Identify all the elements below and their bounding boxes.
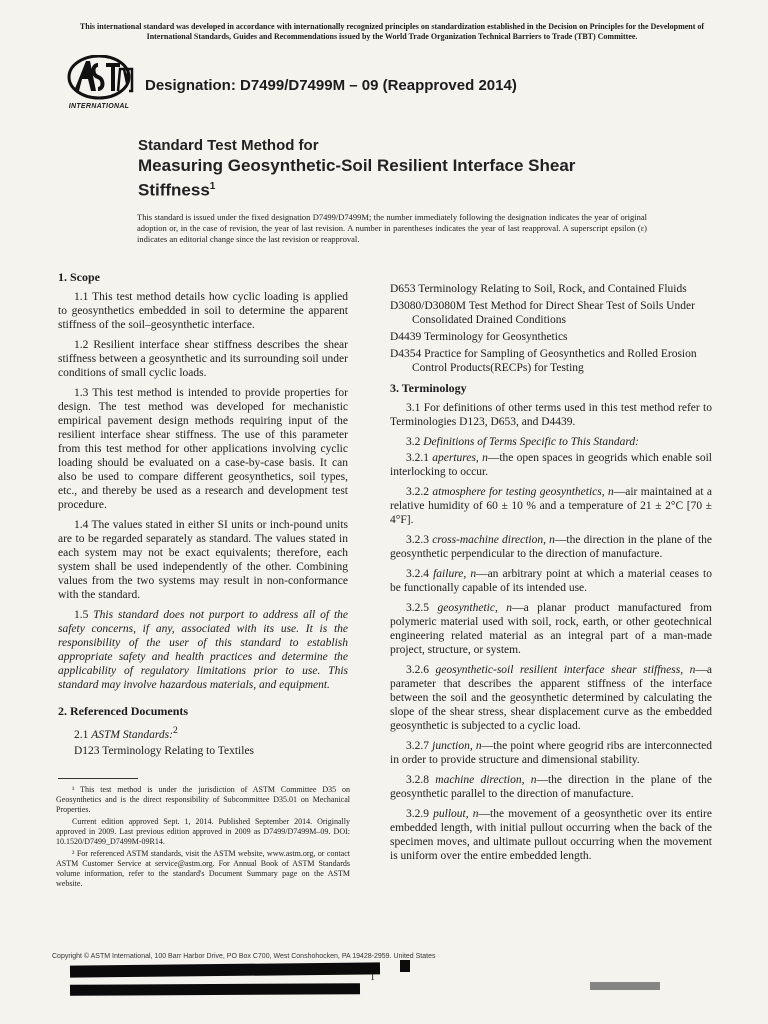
section-heading-scope: 1. Scope xyxy=(58,270,100,284)
definition-term: machine direction, n xyxy=(435,774,537,786)
definition-text: —a parameter that describes the apparent stiffness of the interface between the soil and the geosynthetic determined by calculating the slope of the shear stress, shear displacement curve as the embedded geosynthetic is subjected to a cyclic load. xyxy=(390,664,712,732)
paragraph-1-2: 1.2 Resilient interface shear stiffness describes the shear stiffness between a geosynthetic and its surrounding soil under conditions of small cyclic loads. xyxy=(58,339,348,379)
title-main xyxy=(138,155,608,201)
paragraph-3-2 xyxy=(390,435,712,449)
logo-caption: INTERNATIONAL xyxy=(68,103,130,110)
paragraph-1-3: 1.3 This test method is intended to provide properties for design. The test method was developed for mechanistic empirical pavement design methods requiring input of the resilient interface shear stiffness. The use of this parameter from this test method for other applications involving cyclic loading should be evaluated on a case-by-case basis. It can also be used to compare different geosynthetics, soil types, etc., and thereby be used as a research and development test procedure. xyxy=(58,387,348,511)
footnote-divider xyxy=(58,778,138,779)
astm-logo-icon xyxy=(60,55,138,103)
definition-term: pullout, n xyxy=(433,808,479,820)
paragraph-1-5-number: 1.5 xyxy=(74,609,94,621)
definition-number: 3.2.3 xyxy=(406,534,433,546)
redaction-bar xyxy=(70,962,380,977)
right-column xyxy=(390,282,712,869)
definition-term: geosynthetic, n xyxy=(437,602,513,614)
definition-number: 3.2.1 xyxy=(406,452,433,464)
definition-text: —the open spaces in geogrids which enable soil interlocking to occur. xyxy=(390,452,712,478)
paragraph-1-5 xyxy=(58,608,348,692)
title-text: Measuring Geosynthetic-Soil Resilient Interface Shear Stiffness xyxy=(138,156,576,200)
title-prefix: Standard Test Method for xyxy=(138,137,319,154)
paragraph-2-1-footnote-ref: 2 xyxy=(172,725,178,736)
designation: Designation: D7499/D7499M – 09 (Reapproved 2014) xyxy=(145,77,517,94)
definition-number: 3.2.5 xyxy=(406,602,438,614)
definition-text: —an arbitrary point at which a material ceases to be functionally capable of its intended use. xyxy=(390,568,712,594)
definition-text: —the point where geogrid ribs are interconnected in order to provide structure and dimensional stability. xyxy=(390,740,713,766)
left-column xyxy=(58,270,348,764)
wto-notice: This international standard was developed in accordance with internationally recognized principles on standardization established in the Decision on Principles for the Development of International Standards, Guides and Recommendations issued by the World Trade Organization Technical Barriers to Trade (TBT) Committee. xyxy=(79,22,705,41)
redaction-bar xyxy=(70,983,360,996)
definition-number: 3.2.6 xyxy=(406,664,436,676)
definition-term: cross-machine direction, n xyxy=(432,534,555,546)
definition-text: —the direction in the plane of the geosynthetic perpendicular to the direction of manufacture. xyxy=(390,534,712,560)
definition-3-2-7 xyxy=(390,739,712,767)
paragraph-2-1-number: 2.1 xyxy=(74,728,92,741)
paragraph-2-1 xyxy=(58,724,348,742)
section-heading-referenced-documents: 2. Referenced Documents xyxy=(58,704,189,718)
redaction-smudge xyxy=(590,982,660,990)
paragraph-3-1: 3.1 For definitions of other terms used in this test method refer to Terminologies D123, D653, and D4439. xyxy=(390,402,712,428)
reference-item: D653 Terminology Relating to Soil, Rock, and Contained Fluids xyxy=(390,283,687,295)
footnotes xyxy=(56,785,350,891)
reference-item: D4354 Practice for Sampling of Geosynthetics and Rolled Erosion Control Products(RECPs) for Testing xyxy=(390,348,697,374)
title-footnote-ref: 1 xyxy=(209,181,216,192)
definition-term: geosynthetic-soil resilient interface shear stiffness, n xyxy=(435,664,696,676)
footnote-1: ¹ This test method is under the jurisdiction of ASTM Committee D35 on Geosynthetics and is the direct responsibility of Subcommittee D35.01 on Mechanical Properties. xyxy=(56,785,350,814)
definition-text: —a planar product manufactured from polymeric material used with soil, rock, earth, or other geotechnical engineering related material as an integral part of a man-made project, structure, or system. xyxy=(390,602,712,656)
definition-3-2-8 xyxy=(390,773,712,801)
definition-text: —air maintained at a relative humidity of 60 ± 10 % and a temperature of 21 ± 2°C [70 ± 4°F]. xyxy=(390,486,712,526)
definition-number: 3.2.2 xyxy=(406,486,433,498)
definition-3-2-2 xyxy=(390,485,712,527)
definition-number: 3.2.4 xyxy=(406,568,434,580)
definition-3-2-3 xyxy=(390,533,712,561)
paragraph-1-4: 1.4 The values stated in either SI units or inch-pound units are to be regarded separately as standard. The values stated in each system may not be exact equivalents; therefore, each system shall be used independently of the other. Combining values from the two systems may result in non-conformance with the standard. xyxy=(58,519,348,601)
paragraph-1-5-text: This standard does not purport to address all of the safety concerns, if any, associated with its use. It is the responsibility of the user of this standard to establish appropriate safety and health practices and determine the applicability of regulatory limitations prior to use. This standard may involve hazardous materials, and equipment. xyxy=(58,609,349,691)
definition-term: atmosphere for testing geosynthetics, n xyxy=(432,486,614,498)
paragraph-2-1-text: ASTM Standards: xyxy=(91,728,173,741)
definition-number: 3.2.9 xyxy=(406,808,434,820)
paragraph-1-1: 1.1 This test method details how cyclic loading is applied to geosynthetics embedded in soil to determine the apparent stiffness of the soil–geosynthetic interface. xyxy=(58,291,348,331)
definition-number: 3.2.7 xyxy=(406,740,433,752)
section-heading-terminology: 3. Terminology xyxy=(390,381,467,395)
paragraph-3-2-number: 3.2 xyxy=(406,436,424,448)
definition-3-2-5 xyxy=(390,601,712,657)
definition-3-2-6 xyxy=(390,663,712,733)
definition-3-2-9 xyxy=(390,807,712,863)
reference-d123: D123 Terminology Relating to Textiles xyxy=(74,744,255,757)
definition-number: 3.2.8 xyxy=(406,774,436,786)
issued-note: This standard is issued under the fixed designation D7499/D7499M; the number immediately following the designation indicates the year of original adoption or, in the case of revision, the year of last revision. A number in parentheses indicates the year of last reapproval. A superscript epsilon (ε) indicates an editorial change since the last revision or reapproval. xyxy=(137,212,647,244)
definition-term: failure, n xyxy=(433,568,477,580)
astm-logo xyxy=(60,55,138,113)
page-number: 1 xyxy=(370,972,375,983)
definition-term: apertures, n xyxy=(432,452,488,464)
redaction-bar xyxy=(400,960,410,972)
definition-term: junction, n xyxy=(432,740,482,752)
reference-item: D3080/D3080M Test Method for Direct Shear Test of Soils Under Consolidated Drained Conditions xyxy=(390,300,695,326)
footnote-2: ² For referenced ASTM standards, visit the ASTM website, www.astm.org, or contact ASTM Customer Service at service@astm.org. For Annual Book of ASTM Standards volume information, refer to the standard's Document Summary page on the ASTM website. xyxy=(56,849,350,888)
reference-item: D4439 Terminology for Geosynthetics xyxy=(390,331,568,343)
document-title xyxy=(138,136,608,201)
definition-3-2-1 xyxy=(390,451,712,479)
copyright-line: Copyright © ASTM International, 100 Barr Harbor Drive, PO Box C700, West Conshohocken, PA 19428-2959. United States xyxy=(52,953,436,960)
definition-3-2-4 xyxy=(390,567,712,595)
definition-text: —the movement of a geosynthetic over its entire embedded length, with initial pullout occurring when the back of the specimen moves, and ultimate pullout occurring when the movement is uniform over the entire embedded length. xyxy=(390,808,712,862)
footnote-1-edition: Current edition approved Sept. 1, 2014. Published September 2014. Originally approved in 2009. Last previous edition approved in 2009 as D7499/D7499M–09. DOI: 10.1520/D7499_D7499M-09R14. xyxy=(56,817,350,846)
paragraph-3-2-text: Definitions of Terms Specific to This Standard: xyxy=(423,436,639,448)
definition-text: —the direction in the plane of the geosynthetic parallel to the direction of manufacture. xyxy=(390,774,712,800)
